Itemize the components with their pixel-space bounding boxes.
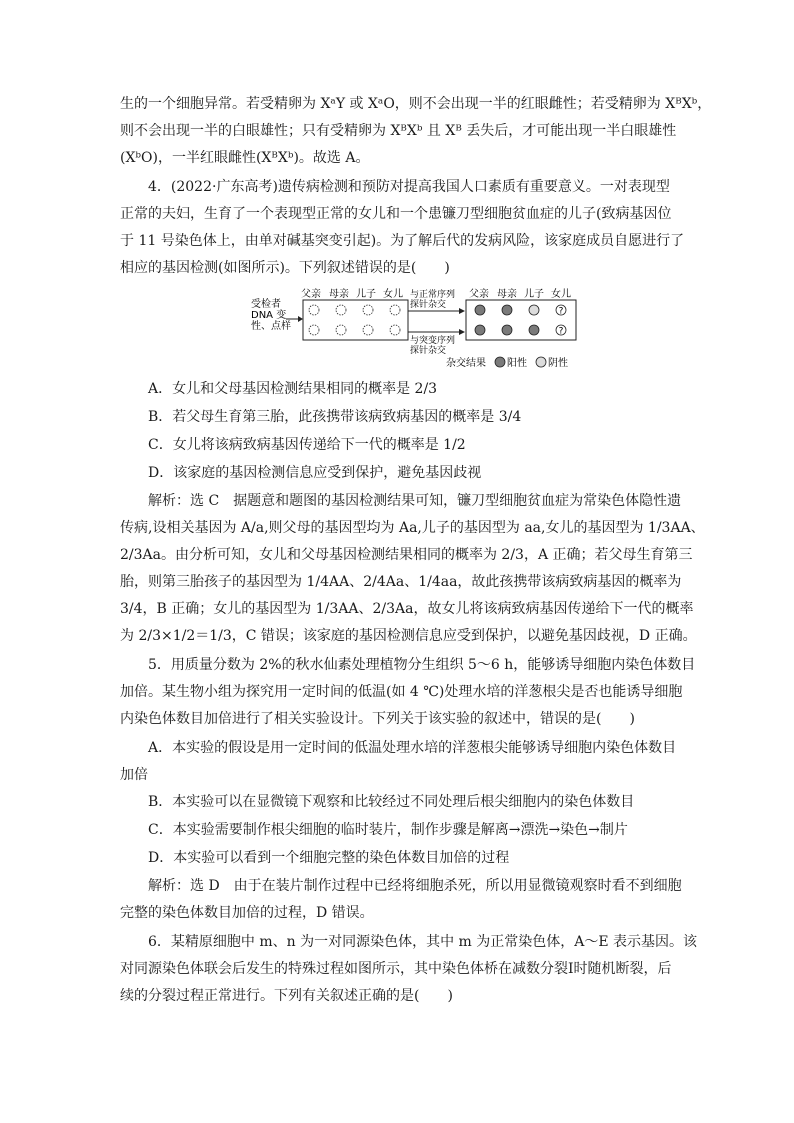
option-b: B．若父母生育第三胎，此孩携带该病致病基因的概率是 3/4 (148, 409, 522, 425)
result-label: 杂交结果 (446, 358, 486, 369)
sample-dot (336, 325, 346, 335)
text-line: 则不会出现一半的白眼雄性；只有受精卵为 XᴮXᵇ 且 Xᴮ 丢失后，才可能出现一半白眼雄性 (120, 123, 677, 139)
text-line: 胎，则第三胎孩子的基因型为 1/4AA、2/4Aa、1/4aa，故此孩携带该病致病基因的概率为 (120, 574, 682, 590)
result-dot-positive (475, 325, 485, 335)
sample-label: DNA 变 (251, 310, 287, 321)
member-label-daughter: 女儿 (383, 289, 403, 300)
result-dot-positive (475, 305, 485, 315)
unknown-mark: ? (558, 306, 564, 317)
question-6-stem: 6．某精原细胞中 m、n 为一对同源染色体，其中 m 为正常染色体，A～E 表示基因。该 (148, 934, 698, 950)
member-label-son: 儿子 (524, 289, 544, 300)
text-line: (XᵇO)，一半红眼雌性(XᴮXᵇ)。故选 A。 (120, 150, 370, 166)
text-line: 加倍。某生物小组为探究用一定时间的低温(如 4 ℃)处理水培的洋葱根尖是否也能诱导细胞 (120, 684, 683, 700)
sample-dot (309, 325, 319, 335)
result-dot-positive (502, 305, 512, 315)
arrow-head (298, 316, 303, 322)
probe-normal-label: 探针杂交 (410, 300, 447, 310)
sample-dot (363, 305, 373, 315)
text-line: 对同源染色体联会后发生的特殊过程如图所示，其中染色体桥在减数分裂Ⅰ时随机断裂，后 (120, 961, 672, 977)
sample-dot (363, 325, 373, 335)
legend-positive-label: 阳性 (507, 358, 527, 369)
text-line: 相应的基因检测(如图所示)。下列叙述错误的是( ) (120, 260, 450, 276)
member-label-daughter: 女儿 (551, 289, 571, 300)
text-line: 完整的染色体数目加倍的过程，D 错误。 (120, 905, 374, 921)
option-d: D．本实验可以看到一个细胞完整的染色体数目加倍的过程 (148, 850, 510, 866)
legend-positive-dot (495, 357, 505, 367)
option-c: C．女儿将该病致病基因传递给下一代的概率是 1/2 (148, 437, 466, 453)
result-dot-positive (502, 325, 512, 335)
arrow-head (459, 308, 465, 314)
sample-label: 受检者 (251, 299, 281, 310)
unknown-mark: ? (558, 326, 564, 337)
text-line: 2/3Aa。由分析可知，女儿和父母基因检测结果相同的概率为 2/3，A 正确；若父母生育第三 (120, 547, 693, 563)
option-a: A．本实验的假设是用一定时间的低温处理水培的洋葱根尖能够诱导细胞内染色体数目 (148, 740, 677, 756)
text-line: 3/4，B 正确；女儿的基因型为 1/3AA、2/3Aa，故女儿将该病致病基因传递给下一代的概率 (120, 601, 694, 617)
result-dot-negative (529, 305, 539, 315)
option-b: B．本实验可以在显微镜下观察和比较经过不同处理后根尖细胞内的染色体数目 (148, 794, 635, 810)
member-label-father: 父亲 (301, 289, 321, 300)
sample-dot (336, 305, 346, 315)
member-label-mother: 母亲 (329, 289, 349, 300)
sample-dot (390, 305, 400, 315)
text-line: 内染色体数目加倍进行了相关实验设计。下列关于该实验的叙述中，错误的是( ) (120, 711, 635, 727)
question-4-stem: 4．(2022·广东高考)遗传病检测和预防对提高我国人口素质有重要意义。一对表现型 (148, 179, 670, 195)
option-d: D．该家庭的基因检测信息应受到保护，避免基因歧视 (148, 465, 482, 481)
option-a: A．女儿和父母基因检测结果相同的概率是 2/3 (148, 381, 438, 397)
probe-normal-label: 与正常序列 (410, 290, 456, 300)
sample-dot (390, 325, 400, 335)
text-line: 加倍 (120, 767, 148, 783)
text-line: 正常的夫妇，生育了一个表现型正常的女儿和一个患镰刀型细胞贫血症的儿子(致病基因位 (120, 206, 672, 222)
text-line: 传病,设相关基因为 A/a,则父母的基因型均为 Aa,儿子的基因型为 aa,女儿的基因型为 1/3AA、 (120, 520, 705, 536)
gene-test-diagram (248, 287, 588, 372)
probe-mutant-label: 探针杂交 (410, 346, 447, 356)
sample-label: 性、点样 (251, 321, 291, 332)
text-line: 为 2/3×1/2＝1/3，C 错误；该家庭的基因检测信息应受到保护，以避免基因歧视，D 正确。 (120, 628, 697, 644)
text-line: 续的分裂过程正常进行。下列有关叙述正确的是( ) (120, 988, 453, 1004)
member-label-father: 父亲 (469, 289, 489, 300)
sample-dot (309, 305, 319, 315)
probe-mutant-label: 与突变序列 (410, 336, 456, 346)
text-line: 于 11 号染色体上，由单对碱基突变引起)。为了解后代的发病风险，该家庭成员自愿进行了 (120, 233, 685, 249)
answer-analysis: 解析：选 C 据题意和题图的基因检测结果可知，镰刀型细胞贫血症为常染色体隐性遗 (148, 493, 682, 509)
result-dot-positive (529, 325, 539, 335)
legend-negative-dot (536, 357, 546, 367)
question-5-stem: 5．用质量分数为 2%的秋水仙素处理植物分生组织 5～6 h，能够诱导细胞内染色体数目 (148, 657, 696, 673)
legend-negative-label: 阴性 (548, 358, 568, 369)
arrow-head (459, 329, 465, 335)
sample-dots (309, 305, 400, 335)
answer-analysis: 解析：选 D 由于在装片制作过程中已经将细胞杀死，所以用显微镜观察时看不到细胞 (148, 878, 682, 894)
member-label-son: 儿子 (356, 289, 376, 300)
member-label-mother: 母亲 (497, 289, 517, 300)
text-line: 生的一个细胞异常。若受精卵为 XᵃY 或 XᵃO，则不会出现一半的红眼雌性；若受精卵为 XᴮXᵇ， (120, 96, 712, 112)
result-dots (475, 305, 566, 337)
option-c: C．本实验需要制作根尖细胞的临时装片，制作步骤是解离→漂洗→染色→制片 (148, 822, 628, 838)
